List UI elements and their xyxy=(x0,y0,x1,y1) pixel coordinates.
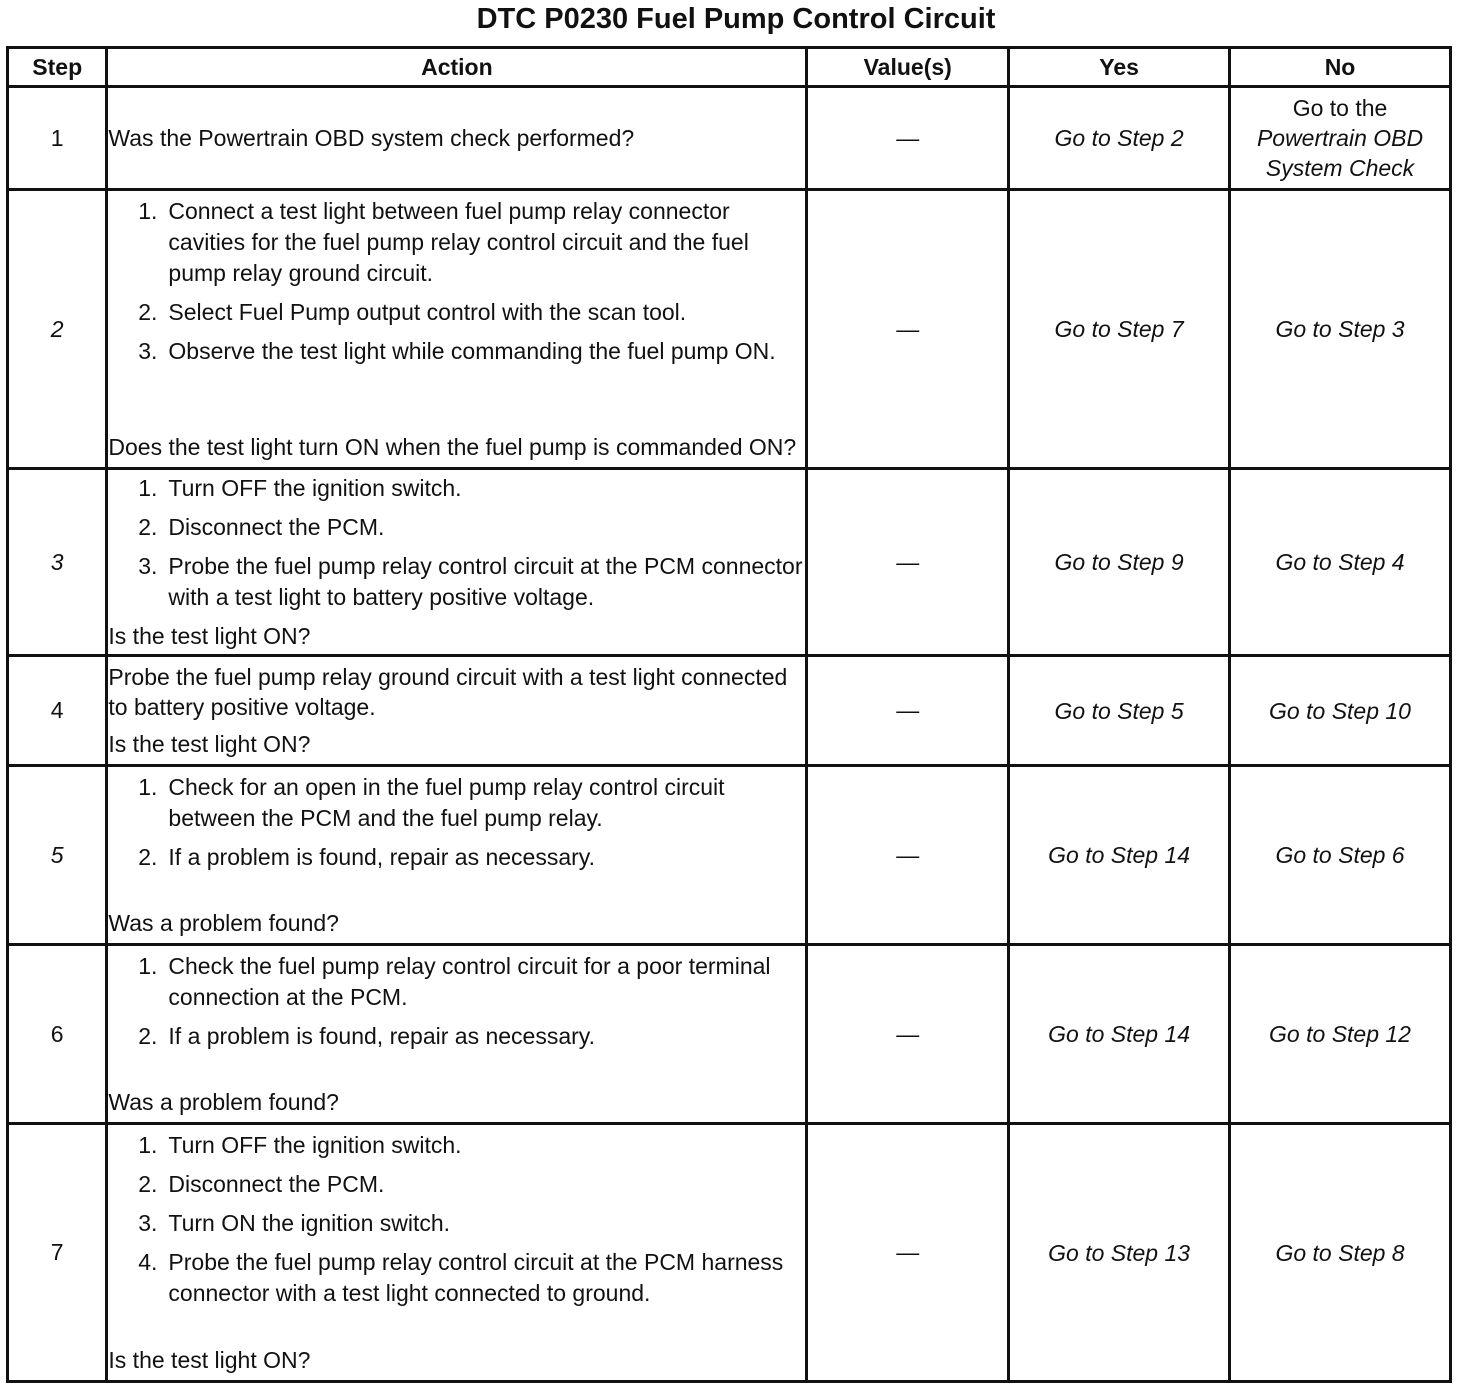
value-cell: — xyxy=(807,190,1009,469)
header-action: Action xyxy=(107,48,807,87)
action-text: Probe the fuel pump relay ground circuit with a test light connected to battery positive voltage. xyxy=(108,664,788,720)
no-cell xyxy=(1230,87,1451,190)
table-row xyxy=(8,190,1451,469)
yes-cell: Go to Step 14 xyxy=(1009,945,1230,1124)
no-cell: Go to Step 12 xyxy=(1230,945,1451,1124)
action-cell xyxy=(107,945,807,1124)
list-item: 1. Turn OFF the ignition switch. xyxy=(138,475,462,501)
list-item: 3. Probe the fuel pump relay control circuit at the PCM connector with a test light to battery positive voltage. xyxy=(138,553,803,610)
action-cell xyxy=(107,1124,807,1382)
action-question: Was a problem found? xyxy=(108,910,339,936)
list-item: 2. If a problem is found, repair as necessary. xyxy=(138,844,595,870)
list-item: 2. If a problem is found, repair as necessary. xyxy=(138,1023,595,1049)
action-question: Was a problem found? xyxy=(108,1089,339,1115)
value-cell: — xyxy=(807,945,1009,1124)
step-number: 5 xyxy=(8,766,107,945)
no-link: Powertrain OBD System Check xyxy=(1256,125,1424,181)
yes-cell: Go to Step 13 xyxy=(1009,1124,1230,1382)
page-title: DTC P0230 Fuel Pump Control Circuit xyxy=(476,3,996,35)
table-row xyxy=(8,656,1451,766)
value-cell: — xyxy=(807,87,1009,190)
list-item: 2. Disconnect the PCM. xyxy=(138,1171,385,1197)
action-text: Was the Powertrain OBD system check performed? xyxy=(108,125,635,151)
step-number: 3 xyxy=(8,469,107,656)
yes-cell: Go to Step 7 xyxy=(1009,190,1230,469)
list-item: 3. Turn ON the ignition switch. xyxy=(138,1210,451,1236)
step-number: 7 xyxy=(8,1124,107,1382)
yes-cell: Go to Step 5 xyxy=(1009,656,1230,766)
yes-cell: Go to Step 9 xyxy=(1009,469,1230,656)
action-cell xyxy=(107,766,807,945)
header-value: Value(s) xyxy=(807,48,1009,87)
list-item: 1. Check the fuel pump relay control circuit for a poor terminal connection at the PCM. xyxy=(138,953,771,1010)
list-item: 1. Connect a test light between fuel pump relay connector cavities for the fuel pump relay control circuit and the fuel pump relay ground circuit. xyxy=(138,198,749,286)
table-row xyxy=(8,766,1451,945)
no-cell: Go to Step 3 xyxy=(1230,190,1451,469)
action-question: Is the test light ON? xyxy=(108,1347,311,1373)
list-item: 2. Select Fuel Pump output control with the scan tool. xyxy=(138,299,687,325)
action-question: Is the test light ON? xyxy=(108,731,311,757)
table-row xyxy=(8,945,1451,1124)
header-yes: Yes xyxy=(1009,48,1230,87)
table-row xyxy=(8,1124,1451,1382)
action-cell xyxy=(107,190,807,469)
no-cell: Go to Step 6 xyxy=(1230,766,1451,945)
table-row xyxy=(8,87,1451,190)
action-cell xyxy=(107,656,807,766)
list-item: 2. Disconnect the PCM. xyxy=(138,514,385,540)
step-number: 6 xyxy=(8,945,107,1124)
action-question: Is the test light ON? xyxy=(108,623,311,649)
table-row xyxy=(8,469,1451,656)
value-cell: — xyxy=(807,1124,1009,1382)
value-cell: — xyxy=(807,766,1009,945)
yes-cell: Go to Step 14 xyxy=(1009,766,1230,945)
action-cell xyxy=(107,87,807,190)
step-number: 1 xyxy=(8,87,107,190)
list-item: 1. Check for an open in the fuel pump relay control circuit between the PCM and the fuel pump relay. xyxy=(138,774,725,831)
no-prefix: Go to the xyxy=(1292,95,1388,121)
action-cell xyxy=(107,469,807,656)
header-step: Step xyxy=(8,48,107,87)
action-question: Does the test light turn ON when the fuel pump is commanded ON? xyxy=(108,434,797,460)
no-cell: Go to Step 8 xyxy=(1230,1124,1451,1382)
list-item: 3. Observe the test light while commanding the fuel pump ON. xyxy=(138,338,776,364)
step-number: 4 xyxy=(8,656,107,766)
yes-cell: Go to Step 2 xyxy=(1009,87,1230,190)
diagnostic-table xyxy=(6,46,1452,1383)
header-no: No xyxy=(1230,48,1451,87)
value-cell: — xyxy=(807,656,1009,766)
header-row xyxy=(8,48,1451,87)
no-cell: Go to Step 10 xyxy=(1230,656,1451,766)
value-cell: — xyxy=(807,469,1009,656)
no-cell: Go to Step 4 xyxy=(1230,469,1451,656)
list-item: 4. Probe the fuel pump relay control circuit at the PCM harness connector with a test light connected to ground. xyxy=(138,1249,784,1306)
list-item: 1. Turn OFF the ignition switch. xyxy=(138,1132,462,1158)
step-number: 2 xyxy=(8,190,107,469)
